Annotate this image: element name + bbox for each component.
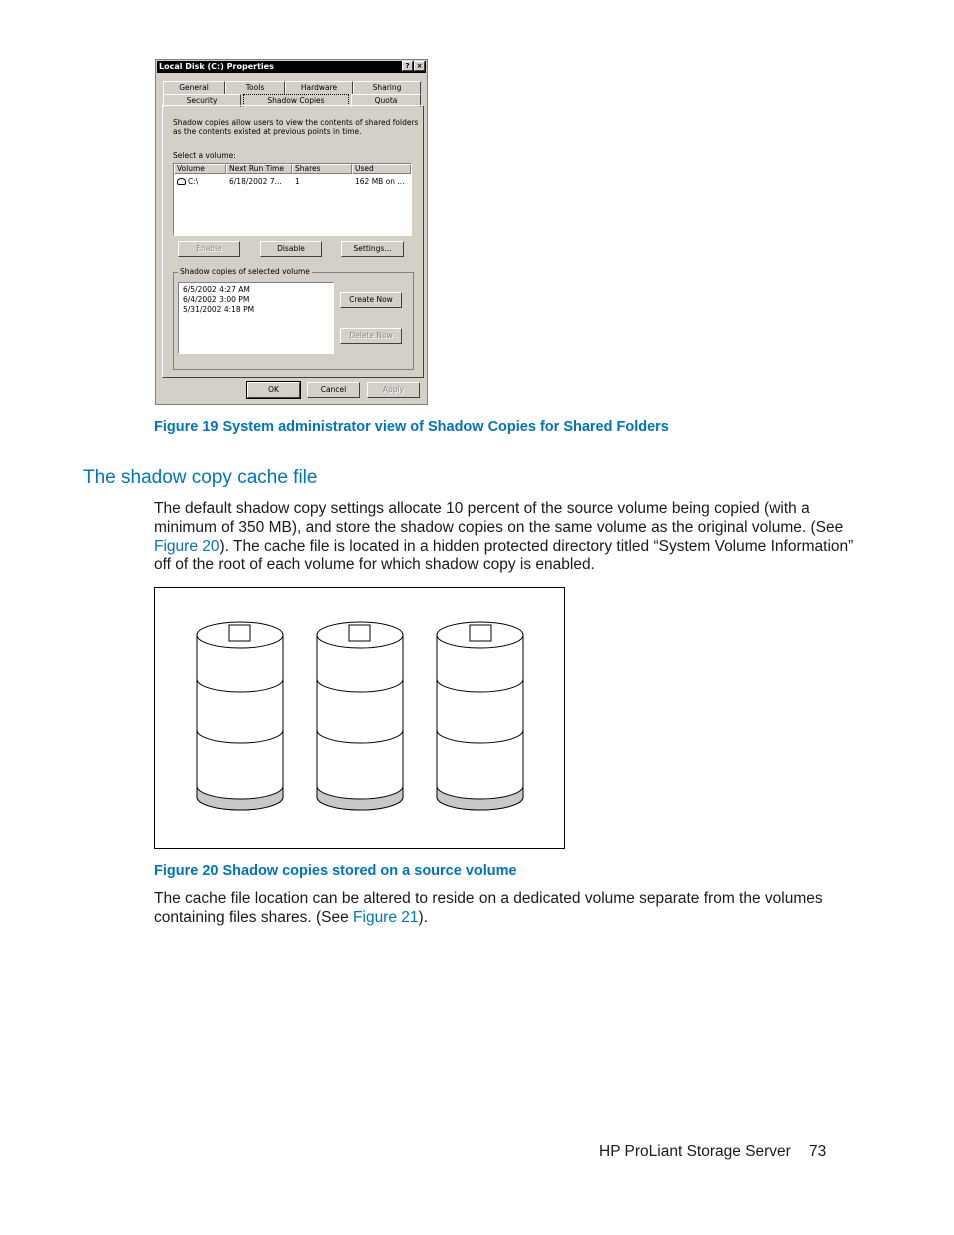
volume-cylinders (155, 588, 564, 848)
tab-general[interactable]: General (163, 81, 225, 94)
paragraph-text: ). (418, 908, 428, 926)
cylinder-2 (317, 622, 403, 810)
column-header-shares[interactable]: Shares (292, 164, 352, 174)
volume-list[interactable] (173, 163, 412, 236)
properties-dialog (155, 59, 428, 405)
ok-button[interactable]: OK (247, 382, 300, 398)
paragraph-2 (154, 890, 844, 928)
list-item[interactable]: 6/5/2002 4:27 AM (183, 285, 250, 294)
list-item[interactable]: 6/4/2002 3:00 PM (183, 295, 250, 304)
tab-quota[interactable]: Quota (351, 94, 421, 107)
disable-button[interactable]: Disable (260, 241, 322, 257)
figure-20-link[interactable]: Figure 20 (154, 537, 220, 555)
apply-button[interactable]: Apply (367, 382, 420, 398)
dialog-titlebar (157, 61, 426, 73)
paragraph-1 (154, 500, 854, 575)
footer-product: HP ProLiant Storage Server (599, 1143, 791, 1160)
tab-security[interactable]: Security (163, 94, 241, 107)
column-header-used[interactable]: Used (352, 164, 411, 174)
shadow-copies-groupbox (173, 267, 414, 370)
groupbox-label: Shadow copies of selected volume (180, 267, 310, 276)
tab-hardware[interactable]: Hardware (285, 81, 353, 94)
figure-20-caption: Figure 20 Shadow copies stored on a source volume (154, 863, 517, 879)
section-heading: The shadow copy cache file (83, 467, 318, 488)
figure-19-caption: Figure 19 System administrator view of Shadow Copies for Shared Folders (154, 419, 669, 435)
delete-now-button[interactable]: Delete Now (340, 328, 402, 344)
list-item[interactable]: 5/31/2002 4:18 PM (183, 305, 255, 314)
cell-next-run: 6/18/2002 7... (229, 177, 282, 186)
paragraph-line: off of the root of each volume for which shadow copy is enabled. (154, 556, 595, 574)
cylinder-1 (197, 622, 283, 810)
help-button[interactable]: ? (402, 61, 413, 71)
drive-icon (177, 178, 186, 185)
page-number: 73 (809, 1143, 827, 1160)
paragraph-line: The default shadow copy settings allocate 10 percent of the source volume being copied (with a (154, 500, 810, 517)
enable-button[interactable]: Enable (178, 241, 240, 257)
dialog-title: Local Disk (C:) Properties (159, 62, 274, 71)
cylinder-3 (437, 622, 523, 810)
settings-button[interactable]: Settings... (341, 241, 404, 257)
cell-used: 162 MB on ... (355, 177, 405, 186)
paragraph-line (154, 537, 854, 557)
cell-volume: C:\ (188, 177, 199, 186)
paragraph-line: minimum of 350 MB), and store the shadow copies on the same volume as the original volume. (See (154, 518, 844, 536)
tab-sharing[interactable]: Sharing (353, 81, 421, 94)
tab-shadow-copies[interactable]: Shadow Copies (243, 94, 349, 106)
figure-20-diagram (154, 587, 565, 849)
paragraph-line (154, 909, 844, 928)
cell-shares: 1 (295, 177, 300, 186)
figure-21-link[interactable]: Figure 21 (353, 908, 419, 926)
close-button[interactable]: × (414, 61, 425, 71)
column-header-next-run[interactable]: Next Run Time (226, 164, 292, 174)
column-header-volume[interactable]: Volume (174, 164, 226, 174)
description-line-1: Shadow copies allow users to view the contents of shared folders (173, 118, 419, 127)
tab-panel (162, 105, 424, 378)
paragraph-text: containing files shares. (See (154, 908, 354, 926)
description-line-2: as the contents existed at previous points in time. (173, 127, 362, 136)
tab-tools[interactable]: Tools (225, 81, 285, 94)
tab-row-back (163, 81, 421, 94)
paragraph-text: ). The cache file is located in a hidden protected directory titled “System Volume Information” (219, 537, 854, 555)
create-now-button[interactable]: Create Now (340, 292, 402, 308)
shadow-copy-list[interactable] (178, 282, 334, 354)
paragraph-line: The cache file location can be altered to reside on a dedicated volume separate from the volumes (154, 890, 823, 907)
table-row[interactable] (175, 176, 410, 187)
select-volume-label: Select a volume: (173, 151, 236, 160)
cancel-button[interactable]: Cancel (307, 382, 360, 398)
